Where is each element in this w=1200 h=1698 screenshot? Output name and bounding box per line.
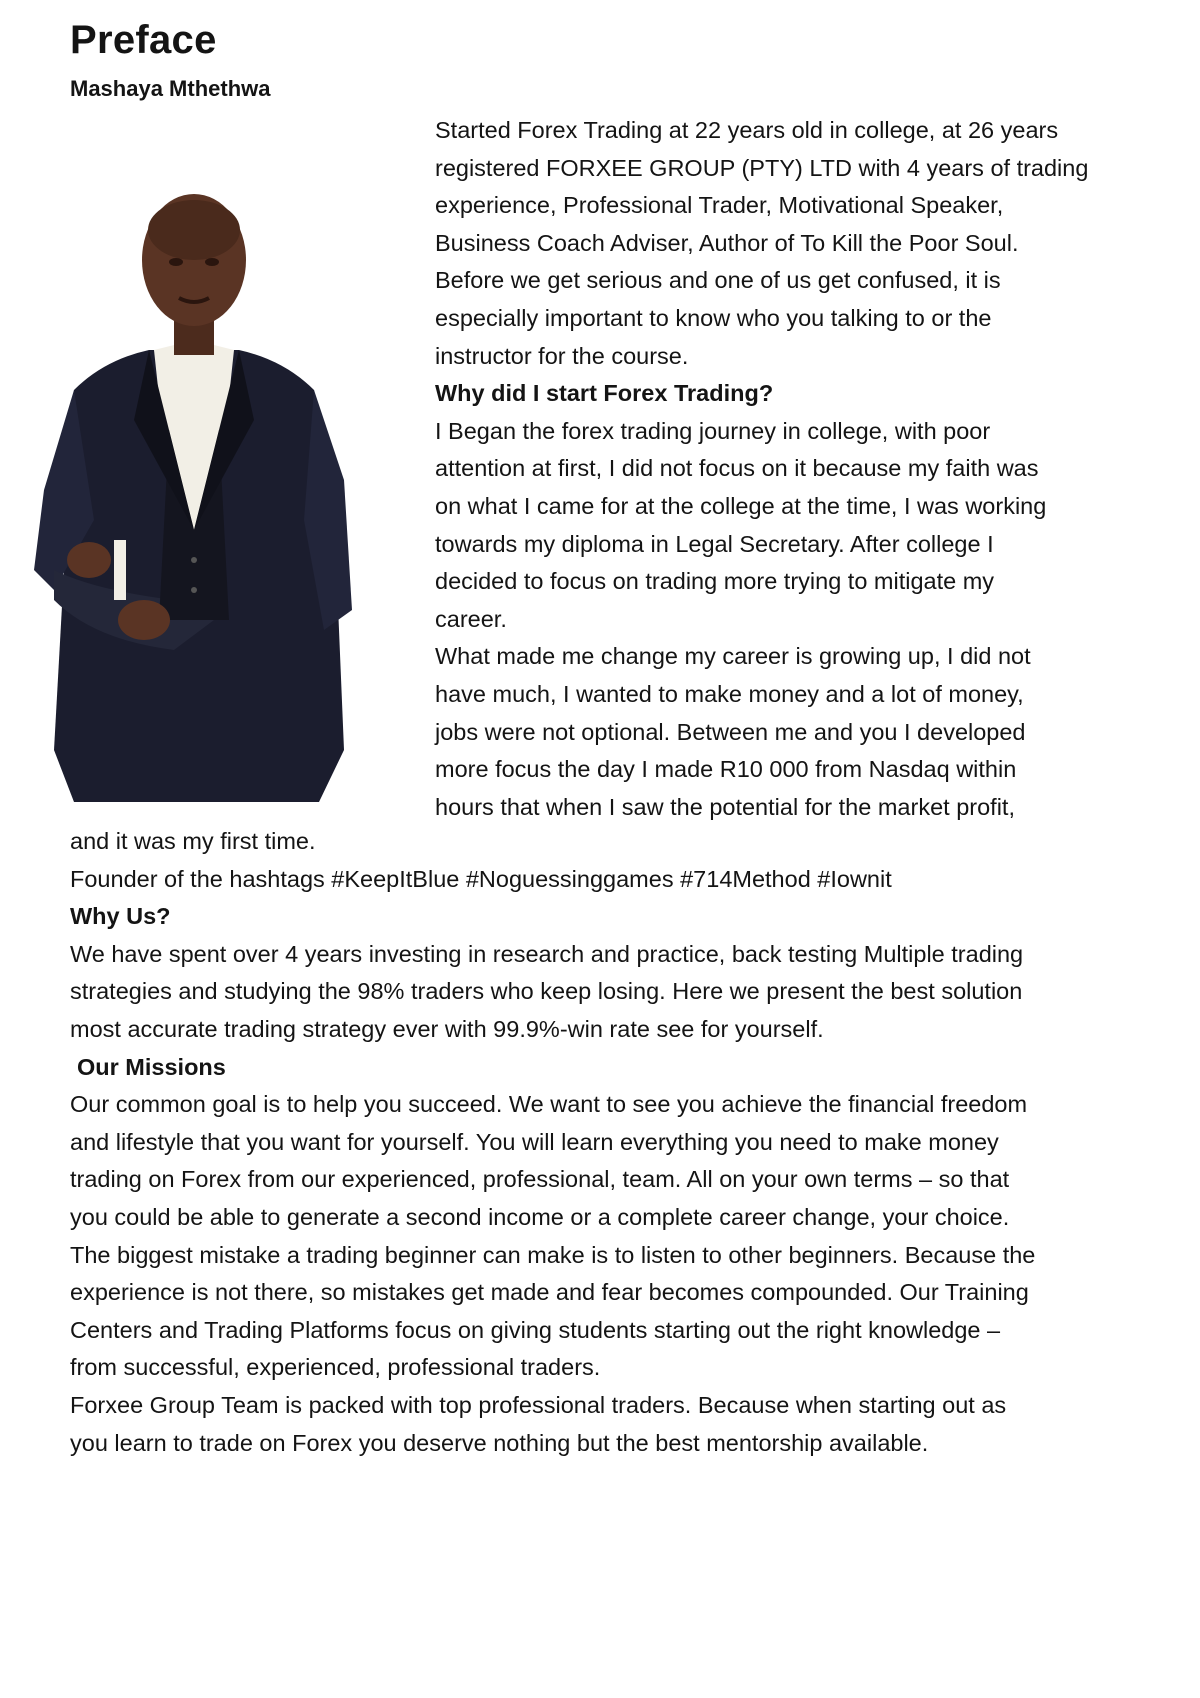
section-heading-why-start: Why did I start Forex Trading?	[435, 380, 774, 407]
text-line: trading on Forex from our experienced, professional, team. All on your own terms – so that	[70, 1166, 1010, 1193]
text-line: We have spent over 4 years investing in research and practice, back testing Multiple trading	[70, 940, 1024, 967]
section-heading-why-us: Why Us?	[70, 903, 171, 930]
author-photo	[34, 190, 354, 802]
author-name: Mashaya Mthethwa	[70, 76, 271, 101]
full-width-body	[70, 823, 1150, 1462]
text-line: and it was my first time.	[70, 828, 316, 854]
text-line: on what I came for at the college at the time, I was working	[435, 492, 1047, 519]
text-line: most accurate trading strategy ever with 99.9%-win rate see for yourself.	[70, 1015, 824, 1042]
founder-hashtags: Founder of the hashtags #KeepItBlue #Noguessinggames #714Method #Iownit	[70, 865, 892, 892]
text-line: you learn to trade on Forex you deserve nothing but the best mentorship available.	[70, 1429, 929, 1456]
bio-column	[435, 112, 1155, 826]
text-line: Before we get serious and one of us get confused, it is	[435, 267, 1001, 294]
text-line: Our common goal is to help you succeed. We want to see you achieve the financial freedom	[70, 1091, 1028, 1118]
text-line: Started Forex Trading at 22 years old in college, at 26 years	[435, 117, 1059, 143]
text-line: hours that when I saw the potential for the market profit,	[435, 793, 1015, 820]
bio-paragraph	[435, 112, 1155, 375]
text-line: jobs were not optional. Between me and you I developed	[435, 718, 1026, 745]
text-line: registered FORXEE GROUP (PTY) LTD with 4 years of trading	[435, 154, 1089, 181]
text-line: towards my diploma in Legal Secretary. After college I	[435, 530, 994, 557]
text-line: experience is not there, so mistakes get made and fear becomes compounded. Our Training	[70, 1279, 1029, 1306]
text-line: and lifestyle that you want for yourself. You will learn everything you need to make money	[70, 1128, 999, 1155]
text-line: have much, I wanted to make money and a lot of money,	[435, 680, 1024, 707]
text-line: The biggest mistake a trading beginner can make is to listen to other beginners. Because the	[70, 1241, 1036, 1268]
text-line: Centers and Trading Platforms focus on giving students starting out the right knowledge –	[70, 1316, 1001, 1343]
text-line: experience, Professional Trader, Motivational Speaker,	[435, 192, 1004, 219]
text-line: I Began the forex trading journey in college, with poor	[435, 417, 991, 444]
text-line: Forxee Group Team is packed with top professional traders. Because when starting out as	[70, 1391, 1007, 1418]
section-heading-missions: Our Missions	[77, 1053, 226, 1080]
text-line: from successful, experienced, professional traders.	[70, 1354, 601, 1381]
text-line: strategies and studying the 98% traders who keep losing. Here we present the best solution	[70, 978, 1023, 1005]
text-line: you could be able to generate a second income or a complete career change, your choice.	[70, 1203, 1010, 1230]
text-line: more focus the day I made R10 000 from Nasdaq within	[435, 756, 1017, 783]
text-line: especially important to know who you talking to or the	[435, 304, 992, 331]
text-line: Business Coach Adviser, Author of To Kill the Poor Soul.	[435, 229, 1019, 256]
page-title: Preface	[70, 18, 217, 62]
text-line: attention at first, I did not focus on it because my faith was	[435, 455, 1039, 482]
text-line: instructor for the course.	[435, 342, 689, 369]
text-line: decided to focus on trading more trying to mitigate my	[435, 568, 995, 595]
text-line: What made me change my career is growing up, I did not	[435, 643, 1031, 670]
text-line: career.	[435, 605, 507, 632]
